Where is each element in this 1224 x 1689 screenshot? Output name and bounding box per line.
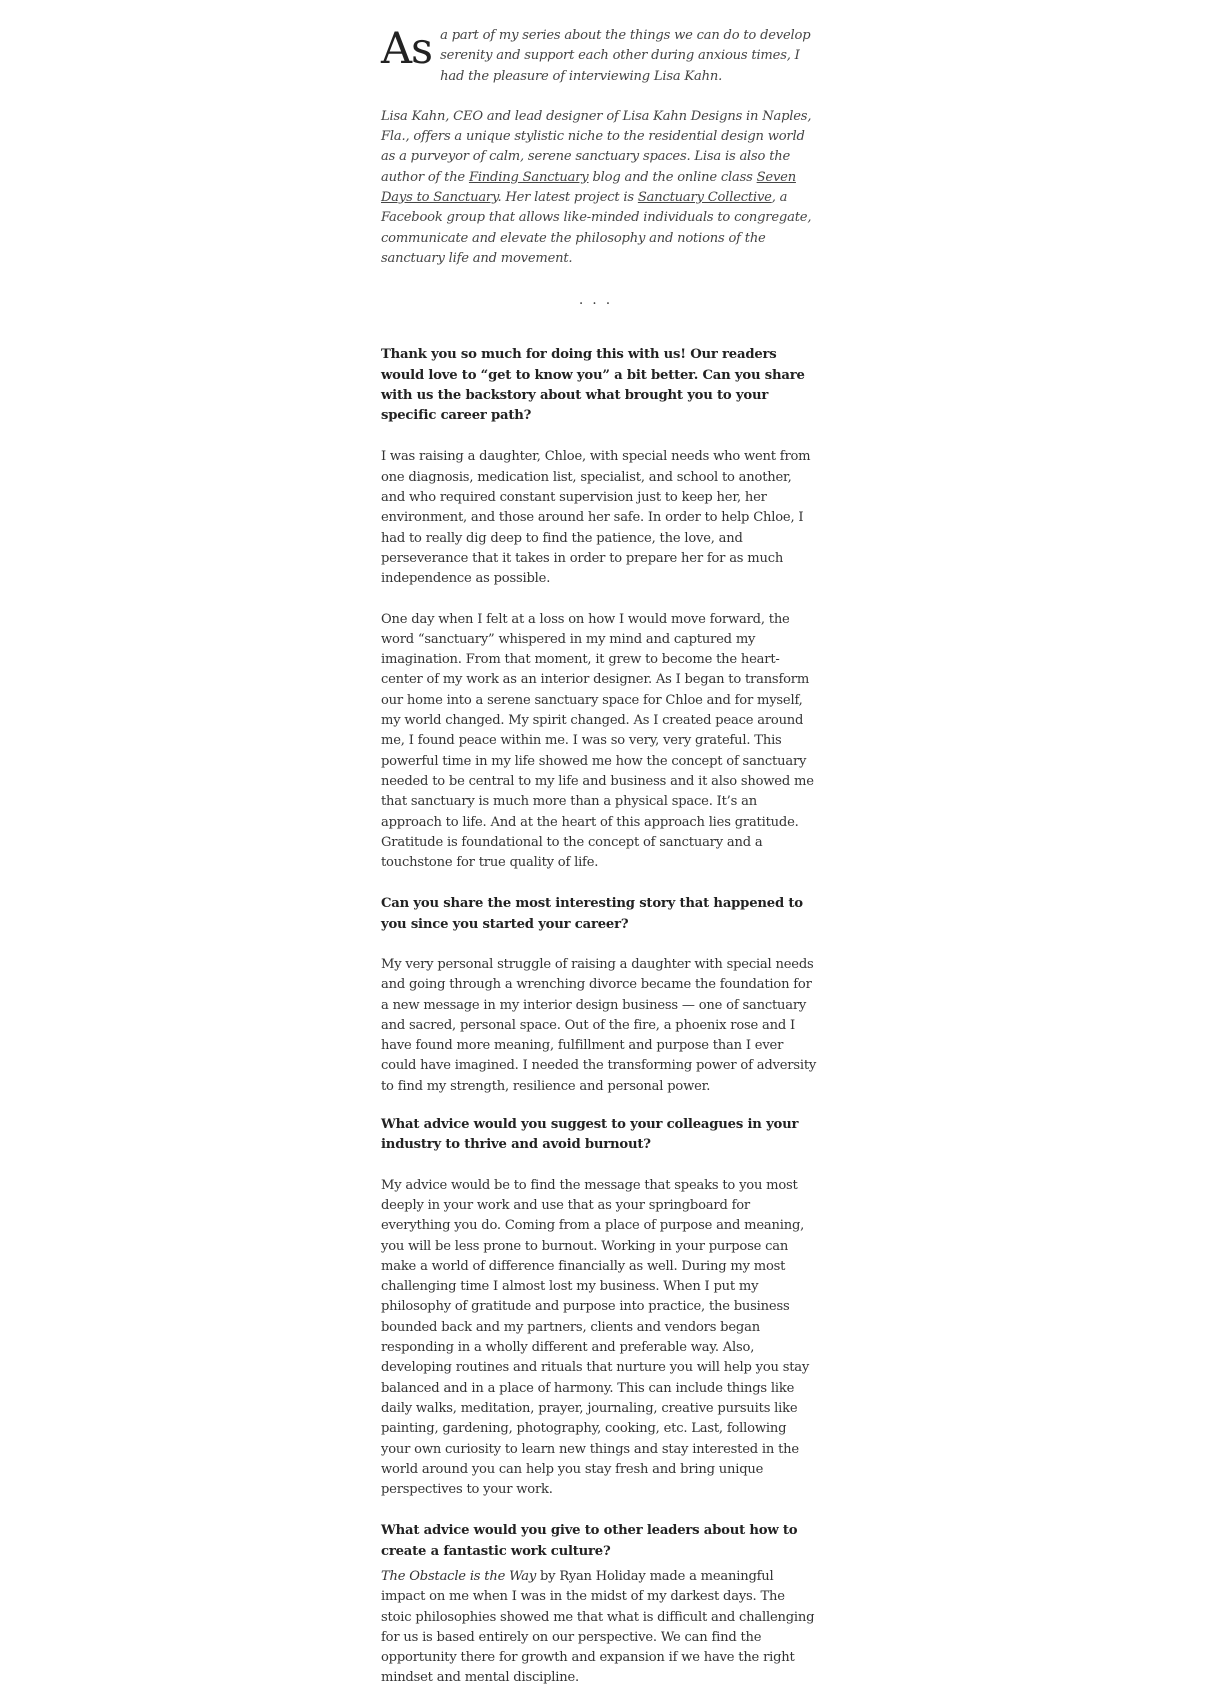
- question-1: Thank you so much for doing this with us! Our readers would love to “get to know you” a bit better. Can you share with us the backstory about what brought you to your specific career path?: [381, 347, 805, 424]
- seven-days-link[interactable]: Seven Days to Sanctuary: [381, 169, 796, 206]
- bio-text-4: , a Facebook group that allows like-minded individuals to congregate, communicate and elevate the philosophy and notions of the sanctuary life and movement.: [381, 190, 812, 266]
- answer-2: My very personal struggle of raising a daughter with special needs and going through a wrenching divorce became the foundation for a new message in my interior design business — one of sanctuary and sacred, personal space. Out of the fire, a phoenix rose and I have found more meaning, fulfillment and purpose than I ever could have imagined. I needed the transforming power of adversity to find my strength, resilience and personal power.: [381, 956, 817, 1094]
- drop-cap: As: [381, 24, 433, 74]
- bio-paragraph: [381, 107, 817, 269]
- question-4: What advice would you give to other leaders about how to create a fantastic work culture?: [381, 1523, 798, 1559]
- section-separator: ...: [578, 292, 620, 309]
- bio-text-3: . Her latest project is: [497, 190, 638, 206]
- finding-sanctuary-link[interactable]: Finding Sanctuary: [468, 169, 589, 185]
- answer-4: [381, 1567, 817, 1689]
- question-3: What advice would you suggest to your colleagues in your industry to thrive and avoid burnout?: [381, 1117, 799, 1153]
- bio-text-1: Lisa Kahn, CEO and lead designer of Lisa Kahn Designs in Naples, Fla., offers a unique stylistic niche to the residential design world as a purveyor of calm, serene sanctuary spaces. Lisa is also the author of the: [381, 108, 812, 185]
- article-body: [381, 26, 817, 1689]
- answer-1-paragraph-1: I was raising a daughter, Chloe, with special needs who went from one diagnosis, medication list, specialist, and school to another, and who required constant supervision just to keep her, her environment, and those around her safe. In order to help Chloe, I had to really dig deep to find the patience, the love, and perseverance that it takes in order to prepare her for as much independence as possible.: [381, 449, 811, 587]
- intro-text: a part of my series about the things we can do to develop serenity and support each other during anxious times, I had the pleasure of interviewing Lisa Kahn.: [440, 28, 811, 84]
- book-title: The Obstacle is the Way: [381, 1569, 537, 1584]
- answer-4-text: by Ryan Holiday made a meaningful impact on me when I was in the midst of my darkest days. The stoic philosophies showed me that what is difficult and challenging for us is based entirely on our perspective. We can find the opportunity there for growth and expansion if we have the right mindset and mental discipline.: [381, 1569, 815, 1686]
- answer-3: My advice would be to find the message that speaks to you most deeply in your work and use that as your springboard for everything you do. Coming from a place of purpose and meaning, you will be less prone to burnout. Working in your purpose can make a world of difference financially as well. During my most challenging time I almost lost my business. When I put my philosophy of gratitude and purpose into practice, the business bounded back and my partners, clients and vendors began responding in a wholly different and preferable way. Also, developing routines and rituals that nurture you will help you stay balanced and in a place of harmony. This can include things like daily walks, meditation, prayer, journaling, creative pursuits like painting, gardening, photography, cooking, etc. Last, following your own curiosity to learn new things and stay interested in the world around you can help you stay fresh and bring unique perspectives to your work.: [381, 1177, 810, 1498]
- answer-1-paragraph-2: One day when I felt at a loss on how I would move forward, the word “sanctuary” whispered in my mind and captured my imagination. From that moment, it grew to become the heart-center of my work as an interior designer. As I began to transform our home into a serene sanctuary space for Chloe and for myself, my world changed. My spirit changed. As I created peace around me, I found peace within me. I was so very, very grateful. This powerful time in my life showed me how the concept of sanctuary needed to be central to my life and business and it also showed me that sanctuary is much more than a physical space. It’s an approach to life. And at the heart of this approach lies gratitude. Gratitude is foundational to the concept of sanctuary and a touchstone for true quality of life.: [381, 611, 814, 871]
- intro-paragraph: [381, 26, 817, 87]
- bio-text-2: blog and the online class: [588, 169, 757, 185]
- question-2: Can you share the most interesting story that happened to you since you started your career?: [381, 896, 803, 932]
- sanctuary-collective-link[interactable]: Sanctuary Collective: [637, 190, 772, 206]
